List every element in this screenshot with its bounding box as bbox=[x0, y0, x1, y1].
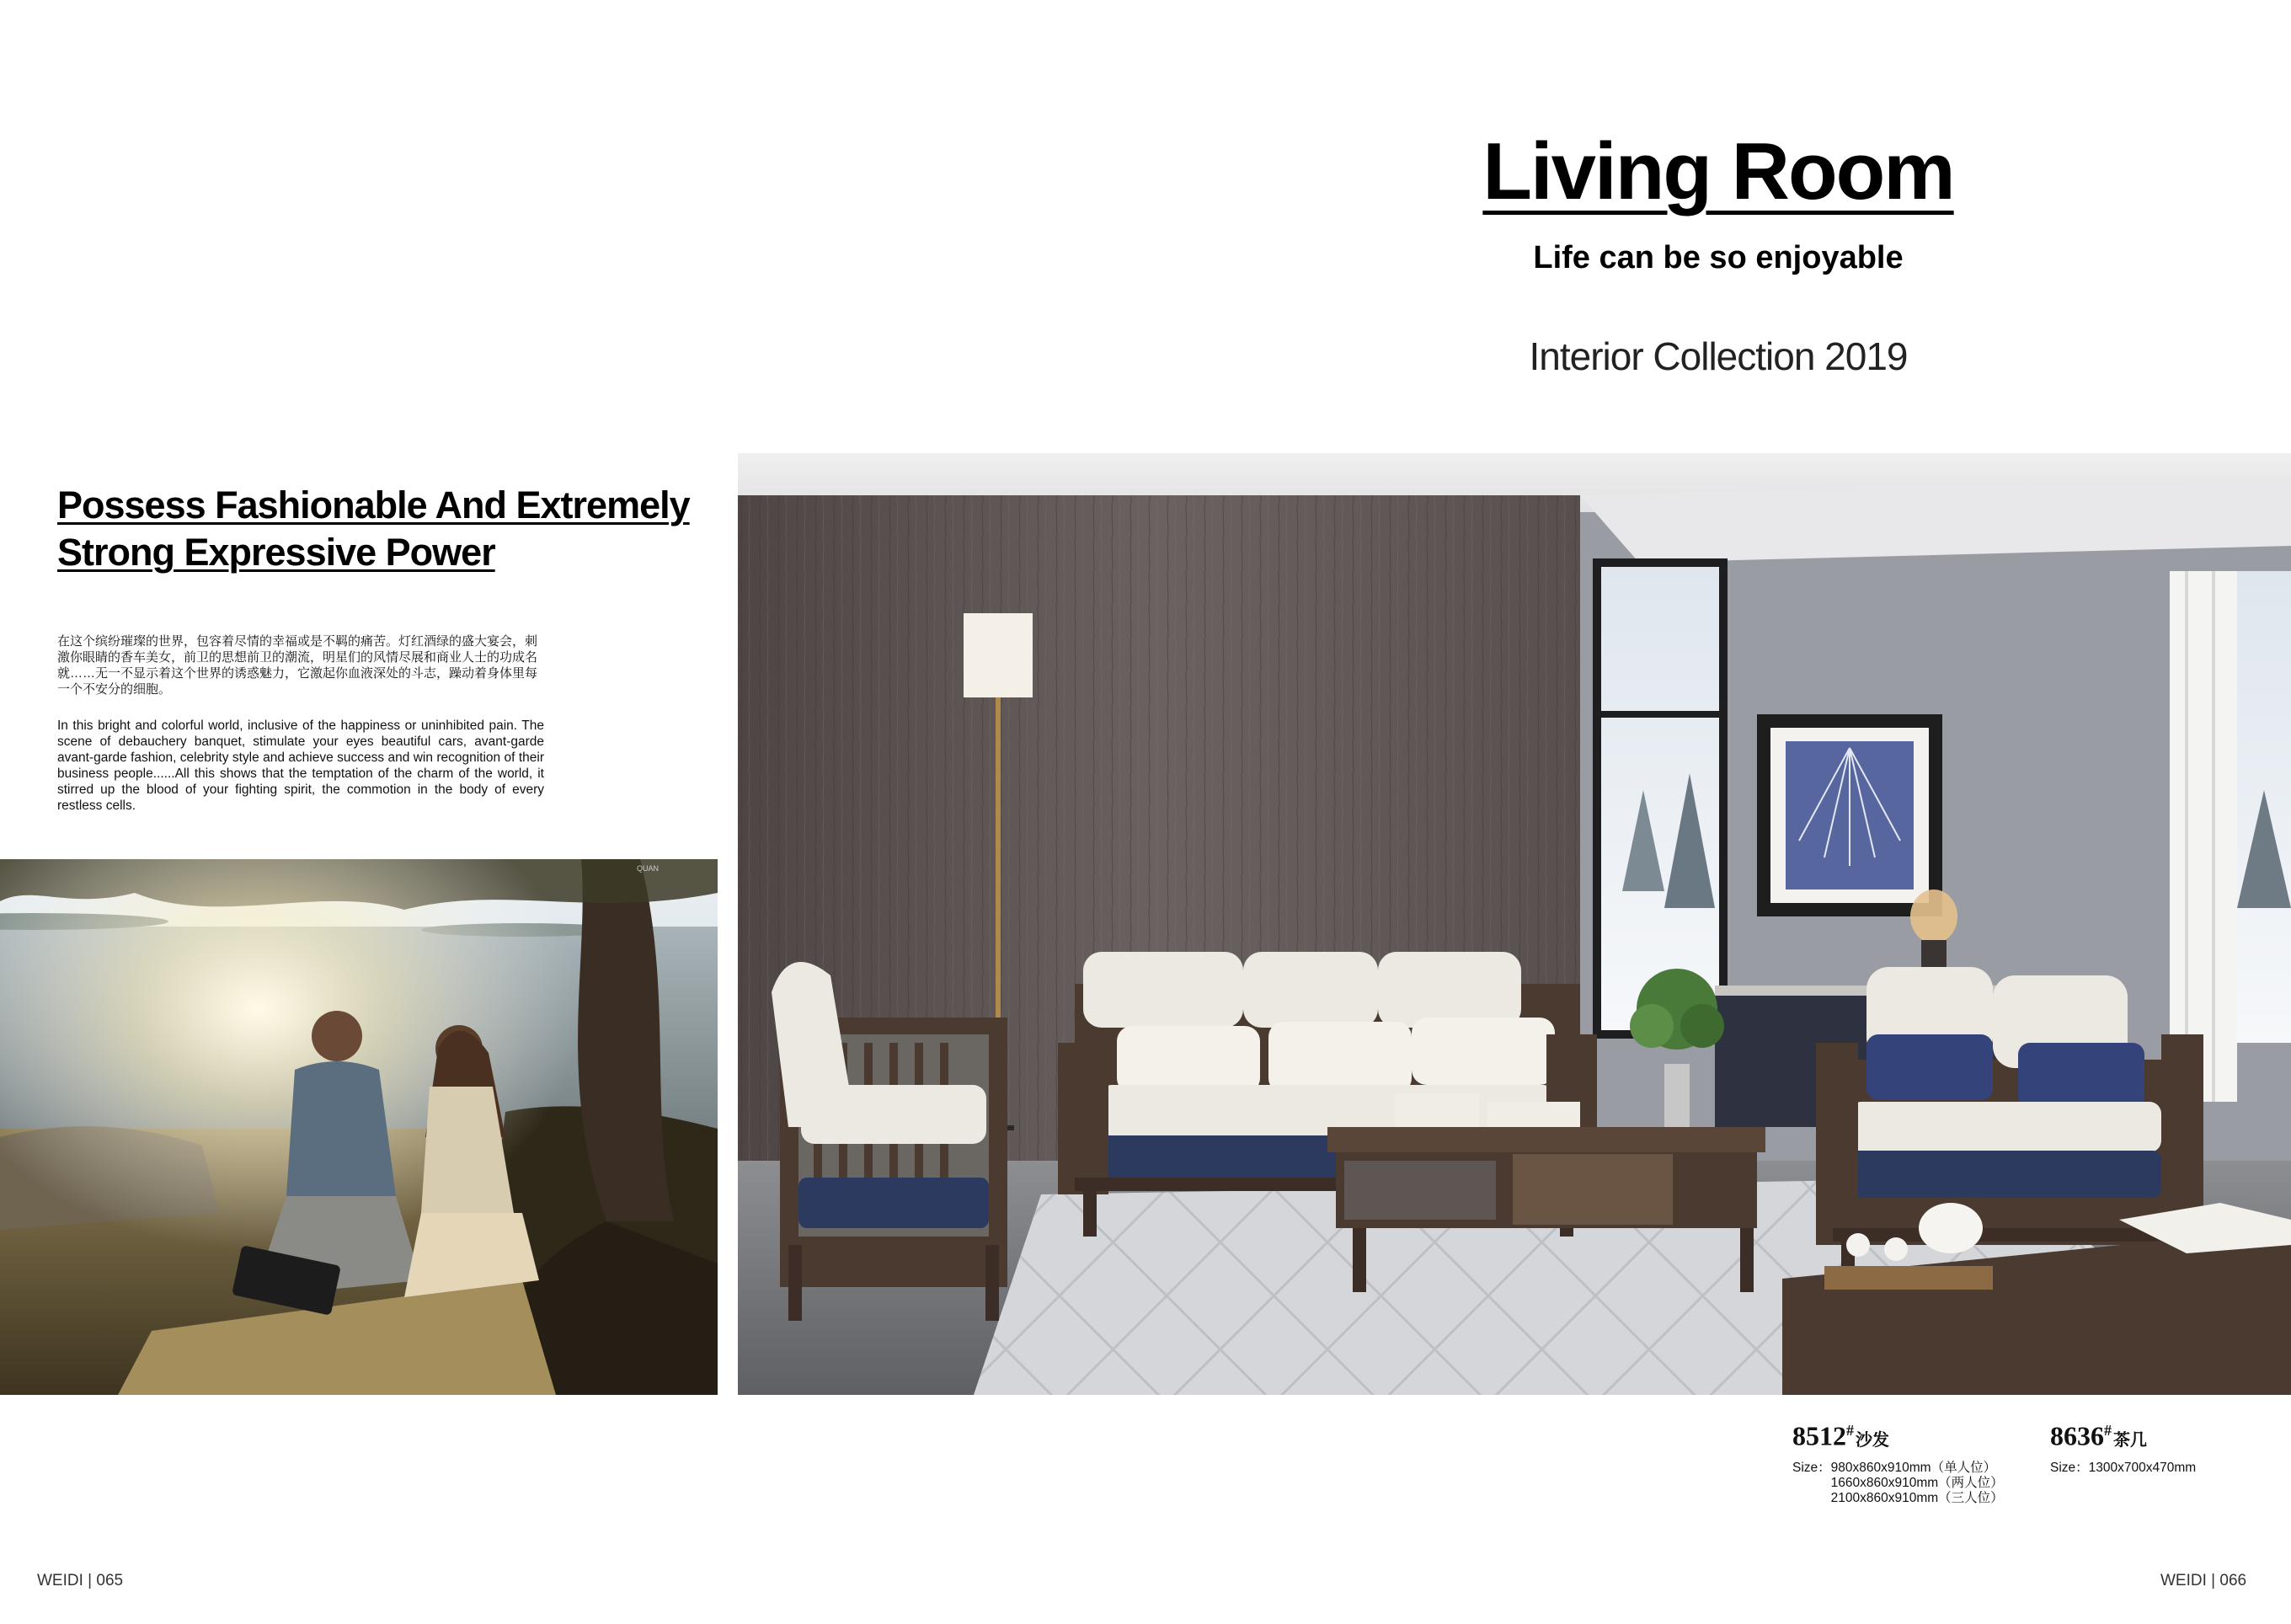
living-room-photo bbox=[738, 436, 2291, 1395]
product-tea-table-size-list bbox=[2089, 1461, 2197, 1476]
product-tea-table-mark: # bbox=[2104, 1422, 2112, 1439]
product-tea-table-size-1: 1300x700x470mm bbox=[2088, 1460, 2197, 1475]
product-tea-table-code-line bbox=[2050, 1415, 2196, 1456]
product-sofa-size-label: Size： bbox=[1792, 1460, 1831, 1475]
product-sofa-size-1: 980x860x910mm（单人位） bbox=[1830, 1460, 1997, 1475]
product-tea-table-code: 8636 bbox=[2050, 1420, 2104, 1451]
product-sofa-size-3: 2100x860x910mm（三人位） bbox=[1830, 1490, 2004, 1505]
product-tea-table-name: 茶几 bbox=[2113, 1430, 2147, 1450]
product-sofa-size bbox=[1792, 1461, 2004, 1506]
product-sofa-code-line bbox=[1792, 1415, 2004, 1456]
intro-heading-line-2: Strong Expressive Power bbox=[57, 531, 495, 574]
product-tea-table-size bbox=[2050, 1461, 2196, 1476]
couple-photo bbox=[0, 859, 718, 1395]
product-tea-table bbox=[2050, 1415, 2196, 1476]
product-sofa-size-list bbox=[1831, 1461, 2004, 1506]
page-title: Living Room bbox=[1482, 126, 1954, 216]
intro-heading bbox=[57, 482, 731, 576]
intro-heading-line-1: Possess Fashionable And Extremely bbox=[57, 483, 690, 526]
page-subtitle: Life can be so enjoyable bbox=[1533, 240, 1904, 275]
product-sofa-mark: # bbox=[1846, 1422, 1854, 1439]
product-sofa-name: 沙发 bbox=[1856, 1430, 1889, 1450]
photo-watermark: QUAN bbox=[637, 864, 660, 873]
page-number-left: WEIDI | 065 bbox=[37, 1572, 124, 1589]
collection-label: Interior Collection 2019 bbox=[1529, 334, 1908, 378]
product-sofa bbox=[1792, 1415, 2004, 1506]
product-tea-table-size-label: Size： bbox=[2050, 1460, 2089, 1475]
product-sofa-size-2: 1660x860x910mm（两人位） bbox=[1830, 1475, 2004, 1490]
product-sofa-code: 8512 bbox=[1792, 1420, 1846, 1451]
page-number-right: WEIDI | 066 bbox=[2160, 1572, 2247, 1589]
intro-body-chinese: 在这个缤纷璀璨的世界，包容着尽情的幸福或是不羁的痛苦。灯红酒绿的盛大宴会，刺激你眼睛的香车美女，前卫的思想前卫的潮流，明星们的风情尽展和商业人士的功成名就……无一不显示着这个世界的诱惑魅力，它激起你血液深处的斗志，躁动着身体里每一个不安分的细胞。 bbox=[57, 634, 538, 697]
intro-body-english: In this bright and colorful world, inclusive of the happiness or uninhibited pain. The scene of debauchery banquet, stimulate your eyes beautiful cars, avant-garde avant-garde fashion, celebrity style and achieve success and win recognition of their business people......All this shows that the temptation of the charm of the world, it stirred up the blood of your fighting spirit, the commotion in the body of every restless cells. bbox=[57, 719, 544, 813]
